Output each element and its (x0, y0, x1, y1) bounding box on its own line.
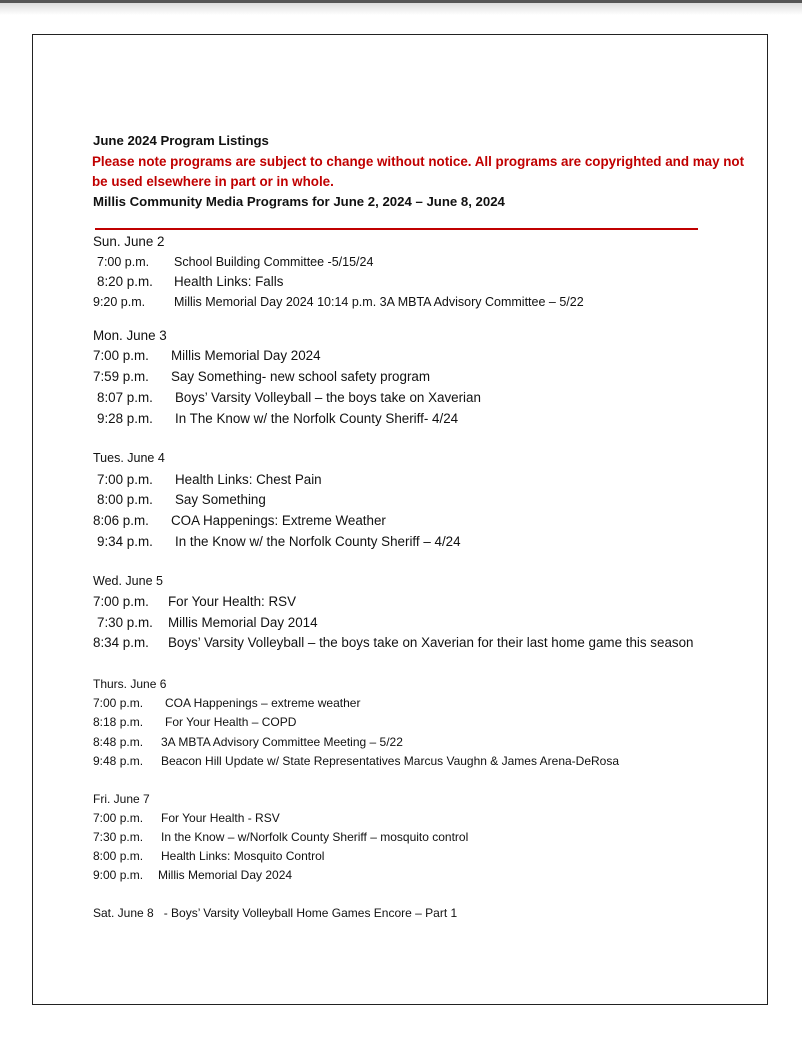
program-time: 9:34 p.m. (97, 534, 153, 549)
program-title: For Your Health – COPD (165, 715, 297, 729)
program-title: Millis Memorial Day 2014 (168, 615, 318, 630)
document-title: June 2024 Program Listings (93, 133, 269, 148)
program-title: Health Links: Falls (174, 274, 284, 289)
program-time: 8:48 p.m. (93, 735, 144, 749)
program-title: Boys’ Varsity Volleyball – the boys take on Xaverian (175, 390, 481, 405)
program-title: Say Something- new school safety program (171, 369, 431, 384)
program-title: COA Happenings – extreme weather (165, 696, 361, 710)
program-title: Millis Memorial Day 2024 10:14 p.m. 3A MBTA Advisory Committee – 5/22 (174, 295, 584, 309)
program-title: In the Know w/ the Norfolk County Sheriff – 4/24 (175, 534, 461, 549)
program-title: For Your Health: RSV (168, 594, 297, 609)
day-heading-tue: Tues. June 4 (93, 451, 165, 465)
program-title: In the Know – w/Norfolk County Sheriff – mosquito control (161, 830, 469, 844)
day-heading-wed: Wed. June 5 (93, 574, 163, 588)
program-time: 7:59 p.m. (93, 369, 149, 384)
program-title: Health Links: Mosquito Control (161, 849, 325, 863)
program-title: Boys’ Varsity Volleyball – the boys take on Xaverian for their last home game this season (168, 635, 694, 650)
program-time: 7:00 p.m. (97, 255, 150, 269)
program-title: COA Happenings: Extreme Weather (171, 513, 386, 528)
day-heading-sun: Sun. June 2 (93, 234, 165, 249)
program-title: Health Links: Chest Pain (175, 472, 322, 487)
program-time: 9:48 p.m. (93, 754, 144, 768)
program-time: 7:00 p.m. (93, 594, 149, 609)
day-heading-thu: Thurs. June 6 (93, 677, 167, 691)
program-time: 7:30 p.m. (97, 615, 153, 630)
program-title: For Your Health - RSV (161, 811, 280, 825)
day-heading-sat: Sat. June 8 - Boys’ Varsity Volleyball Home Games Encore – Part 1 (93, 906, 458, 920)
program-time: 8:07 p.m. (97, 390, 153, 405)
program-title: In The Know w/ the Norfolk County Sheriff- 4/24 (175, 411, 459, 426)
program-time: 8:00 p.m. (93, 849, 144, 863)
program-time: 8:06 p.m. (93, 513, 149, 528)
program-title: Millis Memorial Day 2024 (171, 348, 321, 363)
notice-text: Please note programs are subject to change without notice. All programs are copyrighted and may not be used elsewhere in part or in whole. (92, 154, 745, 189)
day-heading-fri: Fri. June 7 (93, 792, 150, 806)
program-time: 8:34 p.m. (93, 635, 149, 650)
program-time: 8:00 p.m. (97, 492, 153, 507)
document-page (32, 34, 768, 1005)
program-time: 7:00 p.m. (97, 472, 153, 487)
program-time: 9:28 p.m. (97, 411, 153, 426)
program-title: Millis Memorial Day 2024 (158, 868, 293, 882)
program-time: 8:20 p.m. (97, 274, 153, 289)
program-time: 8:18 p.m. (93, 715, 144, 729)
document-subtitle: Millis Community Media Programs for June 2, 2024 – June 8, 2024 (93, 194, 505, 209)
program-title: School Building Committee -5/15/24 (174, 255, 374, 269)
program-title: Say Something (175, 492, 266, 507)
program-time: 7:30 p.m. (93, 830, 144, 844)
viewer-top-shadow (0, 3, 802, 15)
program-time: 7:00 p.m. (93, 348, 149, 363)
program-time: 7:00 p.m. (93, 811, 144, 825)
program-title: 3A MBTA Advisory Committee Meeting – 5/22 (161, 735, 403, 749)
divider-rule (95, 228, 698, 230)
program-title: Beacon Hill Update w/ State Representatives Marcus Vaughn & James Arena-DeRosa (161, 754, 620, 768)
program-time: 9:20 p.m. (93, 295, 146, 309)
program-time: 9:00 p.m. (93, 868, 144, 882)
program-time: 7:00 p.m. (93, 696, 144, 710)
day-heading-mon: Mon. June 3 (93, 328, 167, 343)
